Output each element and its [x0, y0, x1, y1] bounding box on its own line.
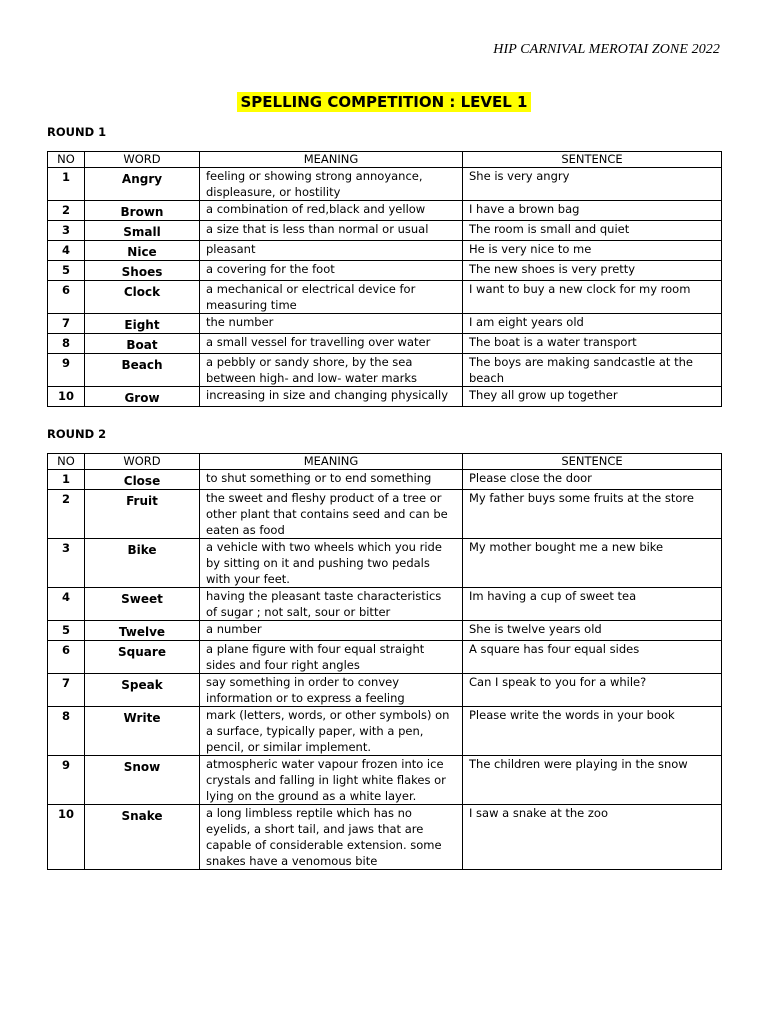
table-row [48, 221, 722, 241]
table-row [48, 387, 722, 407]
cell-meaning: a vehicle with two wheels which you ride by sitting on it and pushing two pedals with your feet. [200, 539, 463, 588]
word-text: Eight [124, 318, 160, 332]
table-row [48, 168, 722, 201]
cell-word [85, 261, 200, 281]
word-text: Snake [121, 809, 163, 823]
cell-sentence: He is very nice to me [463, 241, 722, 261]
table-row [48, 470, 722, 490]
header-meaning: MEANING [200, 152, 463, 168]
cell-no: 9 [48, 354, 85, 387]
cell-no: 2 [48, 490, 85, 539]
cell-meaning: a combination of red,black and yellow [200, 201, 463, 221]
table-row [48, 805, 722, 870]
cell-sentence: My mother bought me a new bike [463, 539, 722, 588]
cell-no: 3 [48, 221, 85, 241]
cell-word [85, 387, 200, 407]
cell-no: 10 [48, 387, 85, 407]
cell-word [85, 756, 200, 805]
header-meaning: MEANING [200, 454, 463, 470]
word-text: Close [123, 474, 161, 488]
cell-meaning: the sweet and fleshy product of a tree or other plant that contains seed and can be eaten as food [200, 490, 463, 539]
cell-no: 3 [48, 539, 85, 588]
round-1-label: ROUND 1 [47, 125, 107, 139]
cell-meaning: a number [200, 621, 463, 641]
word-text: Clock [123, 285, 161, 299]
header-note: HIP CARNIVAL MEROTAI ZONE 2022 [493, 42, 720, 57]
cell-word [85, 707, 200, 756]
cell-meaning: pleasant [200, 241, 463, 261]
cell-sentence: Can I speak to you for a while? [463, 674, 722, 707]
table-header-row [48, 152, 722, 168]
cell-word [85, 641, 200, 674]
word-text: Beach [121, 358, 163, 372]
cell-no: 4 [48, 588, 85, 621]
round-2-label: ROUND 2 [47, 427, 107, 441]
word-text: Boat [126, 338, 158, 352]
table-row [48, 621, 722, 641]
cell-meaning: a mechanical or electrical device for measuring time [200, 281, 463, 314]
cell-word [85, 805, 200, 870]
cell-no: 8 [48, 334, 85, 354]
cell-meaning: a small vessel for travelling over water [200, 334, 463, 354]
cell-sentence: I want to buy a new clock for my room [463, 281, 722, 314]
table-row [48, 674, 722, 707]
word-text: Shoes [121, 265, 163, 279]
table-row [48, 201, 722, 221]
cell-word [85, 221, 200, 241]
table-row [48, 539, 722, 588]
cell-word [85, 241, 200, 261]
table-row [48, 707, 722, 756]
cell-word [85, 354, 200, 387]
cell-word [85, 490, 200, 539]
cell-word [85, 621, 200, 641]
cell-no: 2 [48, 201, 85, 221]
cell-word [85, 334, 200, 354]
table-header-row [48, 454, 722, 470]
cell-meaning: increasing in size and changing physically [200, 387, 463, 407]
table-row [48, 241, 722, 261]
table-row [48, 490, 722, 539]
title-text: SPELLING COMPETITION : LEVEL 1 [237, 92, 530, 112]
cell-meaning: a size that is less than normal or usual [200, 221, 463, 241]
word-text: Nice [127, 245, 157, 259]
cell-no: 8 [48, 707, 85, 756]
word-text: Sweet [121, 592, 163, 606]
cell-sentence: Im having a cup of sweet tea [463, 588, 722, 621]
table-row [48, 588, 722, 621]
table-row [48, 281, 722, 314]
cell-sentence: The children were playing in the snow [463, 756, 722, 805]
word-text: Square [118, 645, 166, 659]
cell-sentence: I am eight years old [463, 314, 722, 334]
header-word: WORD [85, 454, 200, 470]
round-2-table [47, 453, 722, 870]
word-text: Speak [121, 678, 163, 692]
cell-word [85, 588, 200, 621]
cell-meaning: atmospheric water vapour frozen into ice crystals and falling in light white flakes or lying on the ground as a white layer. [200, 756, 463, 805]
word-text: Write [123, 711, 161, 725]
table-row [48, 261, 722, 281]
cell-meaning: feeling or showing strong annoyance, displeasure, or hostility [200, 168, 463, 201]
cell-no: 9 [48, 756, 85, 805]
header-no: NO [48, 152, 85, 168]
cell-sentence: She is very angry [463, 168, 722, 201]
cell-word [85, 168, 200, 201]
word-text: Bike [127, 543, 157, 557]
table-row [48, 641, 722, 674]
cell-sentence: The room is small and quiet [463, 221, 722, 241]
word-text: Small [123, 225, 161, 239]
cell-sentence: Please close the door [463, 470, 722, 490]
cell-no: 1 [48, 168, 85, 201]
word-text: Brown [120, 205, 164, 219]
cell-sentence: I saw a snake at the zoo [463, 805, 722, 870]
cell-no: 1 [48, 470, 85, 490]
table-row [48, 314, 722, 334]
header-sentence: SENTENCE [463, 454, 722, 470]
table-row [48, 756, 722, 805]
round-1-table [47, 151, 722, 407]
cell-meaning: a pebbly or sandy shore, by the sea between high- and low- water marks [200, 354, 463, 387]
word-text: Angry [121, 172, 163, 186]
cell-word [85, 201, 200, 221]
word-text: Twelve [118, 625, 166, 639]
cell-word [85, 674, 200, 707]
cell-sentence: The boys are making sandcastle at the beach [463, 354, 722, 387]
cell-no: 6 [48, 281, 85, 314]
table-row [48, 334, 722, 354]
cell-sentence: She is twelve years old [463, 621, 722, 641]
cell-sentence: They all grow up together [463, 387, 722, 407]
document-title [0, 92, 768, 111]
cell-no: 7 [48, 674, 85, 707]
header-sentence: SENTENCE [463, 152, 722, 168]
cell-no: 5 [48, 261, 85, 281]
word-text: Grow [124, 391, 160, 405]
cell-meaning: the number [200, 314, 463, 334]
cell-sentence: A square has four equal sides [463, 641, 722, 674]
cell-sentence: My father buys some fruits at the store [463, 490, 722, 539]
header-word: WORD [85, 152, 200, 168]
cell-meaning: having the pleasant taste characteristics of sugar ; not salt, sour or bitter [200, 588, 463, 621]
word-text: Fruit [126, 494, 158, 508]
cell-meaning: a plane figure with four equal straight sides and four right angles [200, 641, 463, 674]
cell-no: 5 [48, 621, 85, 641]
cell-word [85, 314, 200, 334]
cell-word [85, 281, 200, 314]
cell-meaning: say something in order to convey information or to express a feeling [200, 674, 463, 707]
cell-word [85, 470, 200, 490]
cell-no: 6 [48, 641, 85, 674]
cell-meaning: mark (letters, words, or other symbols) on a surface, typically paper, with a pen, pencil, or similar implement. [200, 707, 463, 756]
cell-word [85, 539, 200, 588]
cell-meaning: to shut something or to end something [200, 470, 463, 490]
cell-no: 4 [48, 241, 85, 261]
table-row [48, 354, 722, 387]
cell-sentence: I have a brown bag [463, 201, 722, 221]
cell-sentence: The new shoes is very pretty [463, 261, 722, 281]
cell-sentence: The boat is a water transport [463, 334, 722, 354]
cell-no: 7 [48, 314, 85, 334]
cell-meaning: a long limbless reptile which has no eyelids, a short tail, and jaws that are capable of considerable extension. some snakes have a venomous bite [200, 805, 463, 870]
cell-meaning: a covering for the foot [200, 261, 463, 281]
cell-no: 10 [48, 805, 85, 870]
cell-sentence: Please write the words in your book [463, 707, 722, 756]
word-text: Snow [123, 760, 161, 774]
header-no: NO [48, 454, 85, 470]
